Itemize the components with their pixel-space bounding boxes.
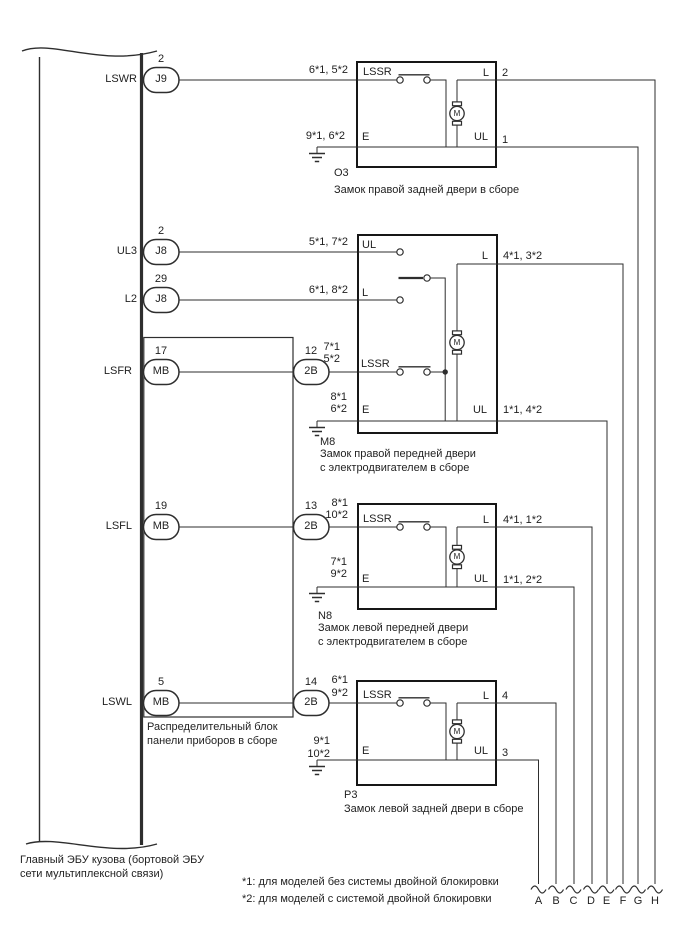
ecu-pin-number-l2: 29 — [154, 273, 168, 285]
wire-label-l2: 6*1, 8*2 — [308, 284, 348, 296]
switch-contact — [397, 297, 403, 303]
lock-o3-caption-1: Замок правой задней двери в сборе — [334, 184, 520, 196]
ecu-pin-number-lswl: 5 — [157, 676, 165, 688]
lock-n8-caption-1: Замок левой передней двери — [318, 622, 469, 634]
ecu-pin-signal-lsfl: LSFL — [105, 520, 132, 532]
lock-o3-terminal-l: L — [482, 67, 489, 79]
ecu-connector-code-lswl: MB — [152, 696, 170, 708]
lock-p3-pin-ul: 3 — [502, 747, 509, 759]
junction-block-caption-1: Распределительный блок — [147, 721, 278, 733]
junction-connector-code-13: 2B — [304, 520, 318, 532]
lock-m8-id: M8 — [320, 436, 336, 448]
junction-connector-code-14: 2B — [304, 696, 318, 708]
lock-m8-pin-l: 4*1, 3*2 — [503, 250, 543, 262]
wire-label-p3-ground-2: 10*2 — [307, 748, 330, 760]
lock-n8-caption-2: с электродвигателем в сборе — [318, 636, 468, 648]
lock-o3-motor-label: M — [453, 109, 461, 118]
switch-contact — [397, 369, 403, 375]
switch-contact — [397, 249, 403, 255]
ecu-pin-number-lsfl: 19 — [154, 500, 168, 512]
lock-m8-terminal-l: L — [481, 250, 488, 262]
ecu-pin-number-lswr: 2 — [157, 53, 165, 65]
wire-label-m8-ground-1: 8*1 — [330, 391, 347, 403]
ground-symbol-m8 — [309, 428, 325, 436]
lock-m8-graphics — [309, 235, 623, 884]
ecu-outline — [22, 48, 157, 849]
wire-label-lsfr-2: 5*2 — [323, 353, 340, 365]
lock-p3-caption-1: Замок левой задней двери в сборе — [344, 803, 524, 815]
terminal-letter-f: F — [619, 895, 627, 907]
junction-pin-number-12: 12 — [304, 345, 318, 357]
ecu-pin-signal-ul3: UL3 — [116, 245, 137, 257]
terminal-letter-a: A — [534, 895, 543, 907]
ecu-top-wave — [22, 48, 157, 56]
junction-block-caption-2: панели приборов в сборе — [147, 735, 278, 747]
wire-label-lsfl-1: 8*1 — [331, 497, 348, 509]
junction-dot — [443, 369, 448, 374]
lock-o3-pin-ul: 1 — [502, 134, 509, 146]
junction-pin-number-14: 14 — [304, 676, 318, 688]
switch-contact — [397, 77, 403, 83]
ecu-pin-signal-l2: L2 — [124, 293, 137, 305]
ecu-pin-number-lsfr: 17 — [154, 345, 168, 357]
switch-contact — [424, 700, 430, 706]
lock-p3-terminal-ul: UL — [473, 745, 488, 757]
lock-n8-terminal-ul: UL — [473, 573, 488, 585]
ecu-connector-code-ul3: J8 — [155, 245, 167, 257]
ecu-connector-code-lswr: J9 — [155, 73, 167, 85]
footnote-2: *2: для моделей с системой двойной блокировки — [242, 893, 492, 905]
terminal-letter-b: B — [552, 895, 560, 907]
lock-n8-terminal-lssr: LSSR — [363, 513, 392, 525]
lock-p3-terminal-l: L — [482, 690, 489, 702]
wire-label-lswl-2: 9*2 — [331, 687, 348, 699]
lock-p3-graphics — [309, 681, 556, 884]
ecu-pin-number-ul3: 2 — [157, 225, 165, 237]
ecu-caption-1: Главный ЭБУ кузова (бортовой ЭБУ — [20, 854, 205, 866]
junction-connector-code-12: 2B — [304, 365, 318, 377]
lock-m8-motor-label: M — [453, 338, 461, 347]
lock-m8-terminal-ul: UL — [472, 404, 487, 416]
ecu-connector-code-lsfr: MB — [152, 365, 170, 377]
ecu-bottom-wave — [26, 841, 157, 848]
switch-contact — [397, 524, 403, 530]
lock-p3-motor-label: M — [453, 727, 461, 736]
switch-contact — [424, 77, 430, 83]
ecu-connector-code-lsfl: MB — [152, 520, 170, 532]
ecu-pin-signal-lswr: LSWR — [105, 73, 137, 85]
lock-o3-terminal-lssr: LSSR — [363, 66, 392, 78]
wire-label-ul3: 5*1, 7*2 — [308, 236, 348, 248]
terminal-letter-c: C — [569, 895, 578, 907]
switch-contact — [397, 700, 403, 706]
terminal-letter-h: H — [651, 895, 659, 907]
wire-label-o3-ground: 9*1, 6*2 — [305, 130, 345, 142]
lock-m8-terminal-e: E — [362, 404, 370, 416]
bus-wire-a — [317, 760, 539, 884]
wire-label-lswr: 6*1, 5*2 — [308, 64, 348, 76]
ground-symbol-n8 — [309, 594, 325, 602]
ecu-connector-code-l2: J8 — [155, 293, 167, 305]
wire-label-n8-ground-1: 7*1 — [330, 556, 347, 568]
lock-n8-pin-l: 4*1, 1*2 — [503, 514, 543, 526]
wire-label-lsfl-2: 10*2 — [325, 509, 348, 521]
lock-m8-pin-ul: 1*1, 4*2 — [503, 404, 543, 416]
lock-m8-caption-2: с электродвигателем в сборе — [320, 462, 470, 474]
ground-symbol-p3 — [309, 767, 325, 775]
wire-label-m8-ground-2: 6*2 — [330, 403, 347, 415]
wire-label-n8-ground-2: 9*2 — [330, 568, 347, 580]
wire-label-p3-ground-1: 9*1 — [313, 735, 330, 747]
lock-p3-terminal-e: E — [362, 745, 370, 757]
lock-p3-terminal-lssr: LSSR — [363, 689, 392, 701]
bus-wire-b — [457, 703, 556, 884]
lock-m8-terminal-lssr: LSSR — [361, 358, 390, 370]
lock-m8-terminal-l-in: L — [362, 287, 369, 299]
lock-p3-pin-l: 4 — [502, 690, 509, 702]
wire-label-lswl-1: 6*1 — [331, 674, 348, 686]
junction-pin-number-13: 13 — [304, 500, 318, 512]
ecu-pin-signal-lswl: LSWL — [102, 696, 132, 708]
ground-symbol-o3 — [309, 154, 325, 162]
lock-o3-wires — [317, 80, 655, 884]
switch-contact — [424, 524, 430, 530]
lock-m8-caption-1: Замок правой передней двери — [320, 448, 476, 460]
switch-contact — [424, 369, 430, 375]
lock-o3-pin-l: 2 — [502, 67, 509, 79]
lock-n8-id: N8 — [318, 610, 333, 622]
lock-o3-terminal-e: E — [362, 131, 370, 143]
lock-n8-terminal-e: E — [362, 573, 370, 585]
lock-n8-motor-label: M — [453, 552, 461, 561]
ecu-caption-2: сети мультиплексной связи) — [20, 868, 164, 880]
terminal-letter-g: G — [633, 895, 643, 907]
lock-o3-terminal-ul: UL — [473, 131, 488, 143]
lock-p3-id: P3 — [344, 789, 358, 801]
lock-n8-pin-ul: 1*1, 2*2 — [503, 574, 543, 586]
lock-m8-terminal-ul-in: UL — [362, 239, 377, 251]
terminal-letter-e: E — [602, 895, 611, 907]
lock-n8-terminal-l: L — [482, 514, 489, 526]
terminal-letter-d: D — [587, 895, 595, 907]
footnote-1: *1: для моделей без системы двойной блокировки — [242, 876, 499, 888]
ecu-pin-signal-lsfr: LSFR — [103, 365, 132, 377]
wire-end-tildes — [531, 886, 663, 893]
switch-contact — [424, 275, 430, 281]
lock-m8-wires — [317, 252, 623, 884]
wire-label-lsfr-1: 7*1 — [323, 341, 340, 353]
lock-o3-id: O3 — [334, 167, 349, 179]
